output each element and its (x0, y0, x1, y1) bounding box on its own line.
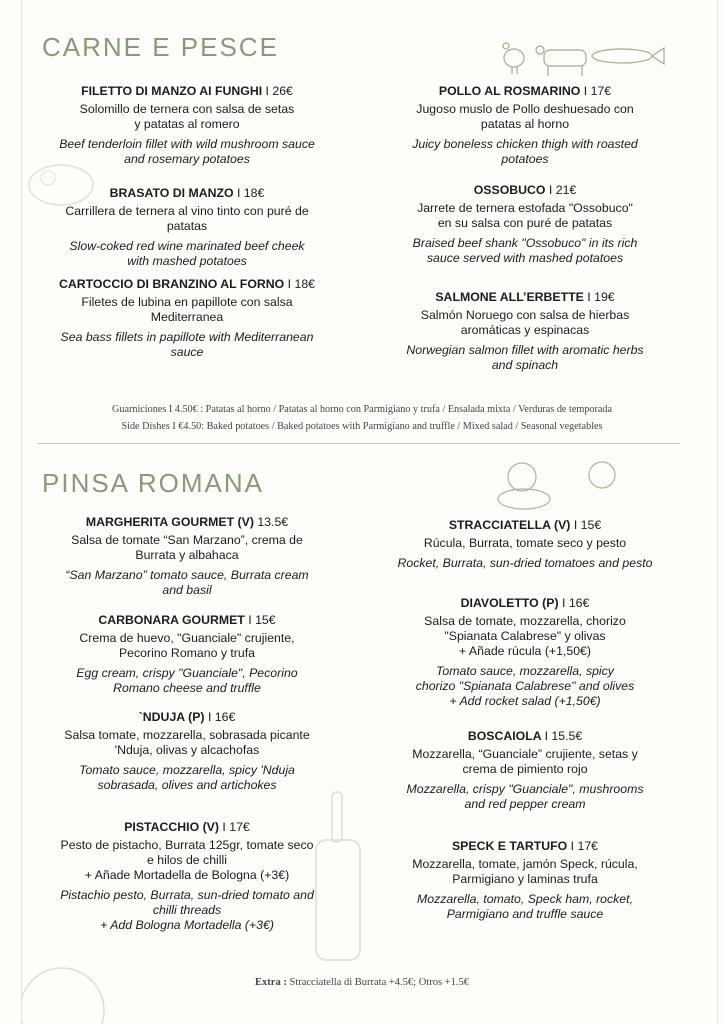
page-edge-right (717, 0, 718, 1024)
description-line-es: y patatas al romero (134, 117, 240, 131)
description-line-es: Pesto de pistacho, Burrata 125gr, tomate seco (60, 838, 314, 852)
section-title-pinsa-romana: PINSA ROMANA (42, 468, 264, 498)
description-line-es: crema de pimiento rojo (462, 762, 588, 776)
item-description-en (22, 239, 352, 269)
menu-item (360, 518, 690, 571)
item-price: 13.5€ (257, 515, 289, 529)
item-description-en (360, 892, 690, 922)
menu-item (22, 710, 352, 793)
item-name: OSSOBUCO (473, 183, 546, 197)
description-line-en: Tomato sauce, mozzarella, spicy 'Nduja (79, 763, 295, 777)
item-title (360, 518, 690, 533)
description-line-en: Juicy boneless chicken thigh with roasted (412, 137, 638, 151)
item-description-en (360, 782, 690, 812)
item-name: DIAVOLETTO (P) (460, 596, 559, 610)
animals-illustration-icon (492, 38, 692, 78)
description-line-es: Mozzarella, “Guanciale” crujiente, setas y (412, 747, 638, 761)
menu-item (22, 515, 352, 598)
item-name: FILETTO DI MANZO AI FUNGHI (81, 84, 263, 98)
description-line-en: and rosemary potatoes (124, 152, 250, 166)
description-line-en: potatoes (501, 152, 549, 166)
item-price: I 15€ (573, 518, 602, 532)
description-line-en: sauce (170, 345, 204, 359)
item-title (360, 84, 690, 99)
item-title (22, 710, 352, 725)
item-description-es (22, 533, 352, 563)
description-line-es: aromáticas y espinacas (460, 323, 590, 337)
description-line-en: + Add Bologna Mortadella (+3€) (100, 918, 274, 932)
description-line-es: "Spianata Calabrese" y olivas (444, 629, 606, 643)
menu-item (360, 839, 690, 922)
item-name: CARTOCCIO DI BRANZINO AL FORNO (59, 277, 285, 291)
description-line-en: Braised beef shank "Ossobuco" in its rich (412, 236, 638, 250)
description-line-es: Salsa de tomate “San Marzano”, crema de (71, 533, 303, 547)
item-price: I 17€ (583, 84, 612, 98)
description-line-es: en su salsa con puré de patatas (437, 216, 613, 230)
item-name: STRACCIATELLA (V) (448, 518, 571, 532)
description-line-en: sauce served with mashed potatoes (426, 251, 624, 265)
item-price: I 17€ (570, 839, 598, 853)
item-description-en (22, 666, 352, 696)
item-price: I 17€ (222, 820, 250, 834)
item-description-en (360, 556, 690, 571)
item-price: I 21€ (548, 183, 577, 197)
menu-item (22, 613, 352, 696)
description-line-es: Salsa tomate, mozzarella, sobrasada picante (64, 728, 310, 742)
section-divider (38, 443, 680, 444)
description-line-en: Pistachio pesto, Burrata, sun-dried tomato and (60, 888, 314, 902)
item-name: SPECK E TARTUFO (451, 839, 568, 853)
description-line-en: Egg cream, crispy "Guanciale", Pecorino (76, 666, 298, 680)
item-description-es (360, 747, 690, 777)
item-description-es (22, 838, 352, 883)
description-line-en: + Add rocket salad (+1,50€) (449, 694, 601, 708)
description-line-en: and spinach (491, 358, 559, 372)
menu-item (360, 290, 690, 373)
item-name: BOSCAIOLA (467, 729, 542, 743)
menu-item (360, 729, 690, 812)
extras-label: Extra : (255, 977, 287, 988)
description-line-es: Mozzarella, tomate, jamón Speck, rúcula, (412, 857, 638, 871)
menu-item (360, 596, 690, 709)
item-name: PISTACCHIO (V) (124, 820, 219, 834)
description-line-en: Parmigiano and truffle sauce (446, 907, 604, 921)
item-title (22, 186, 352, 201)
item-description-es (360, 308, 690, 338)
description-line-en: chorizo "Spianata Calabrese" and olives (415, 679, 635, 693)
item-title (360, 290, 690, 305)
description-line-es: Jugoso muslo de Pollo deshuesado con (416, 102, 634, 116)
item-description-es (360, 536, 690, 551)
extras-note (0, 977, 724, 988)
item-price: I 16€ (207, 710, 236, 724)
item-description-en (22, 888, 352, 933)
item-description-es (22, 631, 352, 661)
description-line-es: Salmón Noruego con salsa de hierbas (420, 308, 630, 322)
description-line-en: and basil (162, 583, 212, 597)
item-title (22, 820, 352, 835)
side-dishes-es: Guarniciones I 4.50€ : Patatas al horno / Patatas al horno con Parmigiano y trufa / Ensalada mixta / Verduras de temporada (112, 404, 612, 415)
item-description-es (360, 614, 690, 659)
description-line-es: Burrata y albahaca (135, 548, 239, 562)
menu-item (22, 277, 352, 360)
description-line-es: Filetes de lubina en papillote con salsa (81, 295, 293, 309)
item-description-en (22, 763, 352, 793)
item-description-en (360, 137, 690, 167)
item-name: SALMONE ALL’ERBETTE (435, 290, 584, 304)
description-line-es: + Añade Mortadella de Bologna (+3€) (84, 868, 290, 882)
item-price: I 15€ (248, 613, 276, 627)
item-title (22, 277, 352, 292)
description-line-es: patatas (166, 219, 208, 233)
item-description-es (360, 102, 690, 132)
item-description-es (22, 295, 352, 325)
item-price: I 26€ (265, 84, 293, 98)
section-title-carne-e-pesce: CARNE E PESCE (42, 32, 279, 62)
menu-item (22, 186, 352, 269)
description-line-en: Mozzarella, crispy "Guanciale", mushrooms (406, 782, 644, 796)
item-name: MARGHERITA GOURMET (V) (85, 515, 254, 529)
description-line-es: Crema de huevo, "Guanciale" crujiente, (79, 631, 295, 645)
description-line-es: e hilos de chilli (147, 853, 227, 867)
item-title (360, 183, 690, 198)
description-line-en: with mashed potatoes (127, 254, 247, 268)
extras-text: Stracciatella di Burrata +4.5€; Otros +1.5€ (289, 977, 469, 988)
description-line-en: chilli threads (152, 903, 222, 917)
description-line-es: Salsa de tomate, mozzarella, chorizo (424, 614, 626, 628)
item-description-en (22, 568, 352, 598)
description-line-es: Parmigiano y laminas trufa (452, 872, 598, 886)
description-line-es: patatas al horno (480, 117, 570, 131)
item-description-en (360, 236, 690, 266)
item-name: POLLO AL ROSMARINO (438, 84, 581, 98)
item-price: I 16€ (561, 596, 590, 610)
item-price: I 18€ (287, 277, 315, 291)
item-description-es (22, 728, 352, 758)
item-description-en (360, 343, 690, 373)
description-line-es: 'Nduja, olivas y alcachofas (114, 743, 260, 757)
item-title (22, 515, 352, 530)
item-description-es (360, 201, 690, 231)
description-line-en: and red pepper cream (464, 797, 586, 811)
item-price: I 18€ (236, 186, 265, 200)
description-line-en: Romano cheese and truffle (113, 681, 261, 695)
item-description-en (22, 137, 352, 167)
menu-item (360, 84, 690, 167)
description-line-en: Sea bass fillets in papillote with Mediterranean (60, 330, 314, 344)
menu-item (22, 84, 352, 167)
description-line-es: Pecorino Romano y trufa (118, 646, 256, 660)
item-title (360, 729, 690, 744)
description-line-en: Rocket, Burrata, sun-dried tomatoes and pesto (397, 556, 653, 570)
description-line-en: Beef tenderloin fillet with wild mushroom sauce (59, 137, 315, 151)
item-name: BRASATO DI MANZO (109, 186, 234, 200)
description-line-en: sobrasada, olives and artichokes (97, 778, 277, 792)
description-line-en: “San Marzano” tomato sauce, Burrata cream (65, 568, 309, 582)
menu-item (360, 183, 690, 266)
description-line-es: Carrillera de ternera al vino tinto con puré de (65, 204, 309, 218)
description-line-en: Tomato sauce, mozzarella, spicy (436, 664, 614, 678)
description-line-es: + Añade rúcula (+1,50€) (459, 644, 591, 658)
side-dishes-en: Side Dishes I €4.50: Baked potatoes / Baked potatoes with Parmigiano and truffle / Mixed salad / Seasonal vegetables (121, 421, 603, 432)
item-title (360, 839, 690, 854)
description-line-en: Mozzarella, tomato, Speck ham, rocket, (417, 892, 633, 906)
item-title (360, 596, 690, 611)
item-description-es (22, 204, 352, 234)
item-description-en (360, 664, 690, 709)
item-title (22, 613, 352, 628)
item-description-en (22, 330, 352, 360)
description-line-es: Mediterranea (150, 310, 224, 324)
item-name: `NDUJA (P) (138, 710, 205, 724)
item-description-es (22, 102, 352, 132)
description-line-es: Jarrete de ternera estofada "Ossobuco" (417, 201, 633, 215)
description-line-es: Rúcula, Burrata, tomate seco y pesto (423, 536, 627, 550)
item-price: I 19€ (587, 290, 615, 304)
item-name: CARBONARA GOURMET (98, 613, 245, 627)
burrata-tomato-illustration-icon (494, 455, 634, 515)
description-line-en: Slow-coked red wine marinated beef cheek (69, 239, 305, 253)
item-title (22, 84, 352, 99)
description-line-es: Solomillo de ternera con salsa de setas (79, 102, 295, 116)
menu-item (22, 820, 352, 933)
item-price: I 15.5€ (544, 729, 583, 743)
item-description-es (360, 857, 690, 887)
description-line-en: Norwegian salmon fillet with aromatic herbs (406, 343, 644, 357)
